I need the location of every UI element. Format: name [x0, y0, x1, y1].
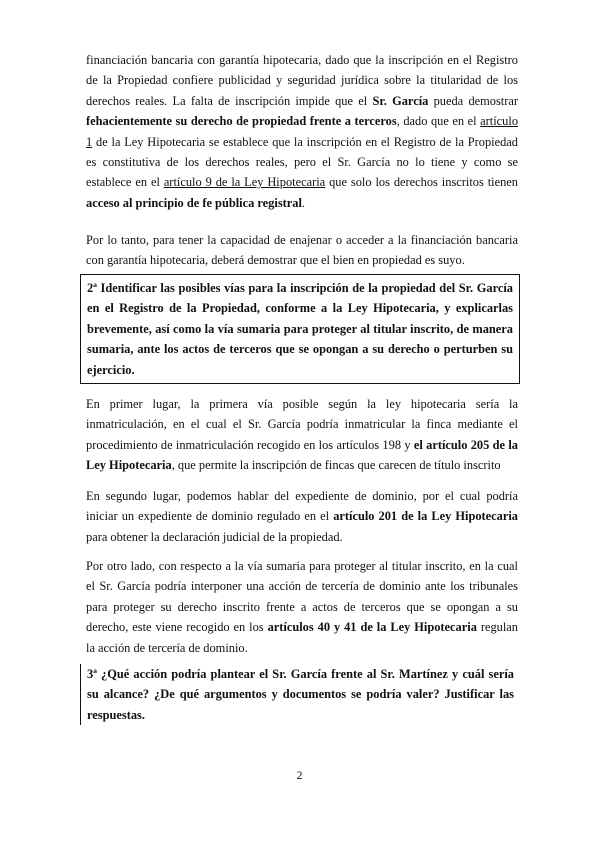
page-number: 2 [296, 768, 303, 782]
paragraph-registro-propiedad [86, 50, 518, 213]
text-run: que solo los derechos inscritos tienen [325, 175, 518, 190]
text-run: financiación bancaria con garantía hipotecaria, dado que la inscripción en el Registro de la Propiedad confiere publicidad y seguridad jurídica sobre la titularidad de los derechos reales. La falta de inscripción impide que el [86, 53, 518, 108]
text-run: En segundo lugar, podemos hablar del expediente de dominio, por el cual podría iniciar un expediente de dominio regulado en el [86, 489, 518, 524]
underlined-reference: artículo 1 [86, 114, 519, 149]
text-run: , dado que en el [396, 114, 481, 129]
text-run: pueda demostrar [428, 93, 518, 108]
bold-run: Sr. García [372, 93, 429, 108]
text-run: regulan la acción de tercería de dominio. [86, 620, 518, 655]
bold-run: fehacientemente su derecho de propiedad frente a terceros [86, 114, 397, 129]
paragraph-por-lo-tanto: Por lo tanto, para tener la capacidad de enajenar o acceder a la financiación bancaria con garantía hipotecaria, deberá demostrar que el bien en propiedad es suyo. [86, 233, 518, 268]
text-run: En primer lugar, la primera vía posible según la ley hipotecaria sería la inmatriculación, en el cual el Sr. García podría inmatricular la finca mediante el procedimiento de inmatriculación recogido en los artículos 198 y [86, 397, 518, 452]
paragraph-expediente-dominio [86, 486, 518, 547]
bold-run: acceso al principio de fe pública registral [86, 195, 302, 210]
question-2-box: 2ª Identificar las posibles vías para la inscripción de la propiedad del Sr. García en el Registro de la Propiedad, conforme a la Ley Hipotecaria, y explicarlas brevemente, así como la vía sumaria para proteger al titular inscrito, de manera sumaria, ante los actos de terceros que se opongan a su derecho o perturben su ejercicio. [80, 274, 520, 384]
text-run: . [301, 195, 306, 210]
text-run: de la Ley Hipotecaria se establece que la inscripción en el Registro de la Propiedad es constitutiva de los derechos reales, pero el Sr. García no lo tiene y como se establece en el [86, 134, 518, 190]
bold-run: artículo 201 de la Ley Hipotecaria [333, 509, 518, 524]
paragraph-inmatriculacion [86, 394, 518, 476]
underlined-reference: artículo 9 de la Ley Hipotecaria [163, 175, 326, 190]
paragraph-via-sumaria [86, 556, 518, 658]
text-run: Por otro lado, con respecto a la vía sumaria para proteger al titular inscrito, en la cual el Sr. García podría interponer una acción de tercería de dominio ante los tribunales para proteger su derecho inscrito frente a actos de terceros que se opongan a su derecho, este viene recogido en los [86, 559, 518, 635]
text-run: , que permite la inscripción de fincas que carecen de título inscrito [171, 458, 501, 473]
text-run: para obtener la declaración judicial de la propiedad. [86, 529, 343, 544]
bold-run: artículos 40 y 41 de la Ley Hipotecaria [267, 620, 477, 635]
bold-run: el artículo 205 de la Ley Hipotecaria [86, 437, 518, 473]
question-3-box: 3ª ¿Qué acción podría plantear el Sr. García frente al Sr. Martínez y cuál sería su alcance? ¿De qué argumentos y documentos se podría valer? Justificar las respuestas. [80, 664, 520, 725]
